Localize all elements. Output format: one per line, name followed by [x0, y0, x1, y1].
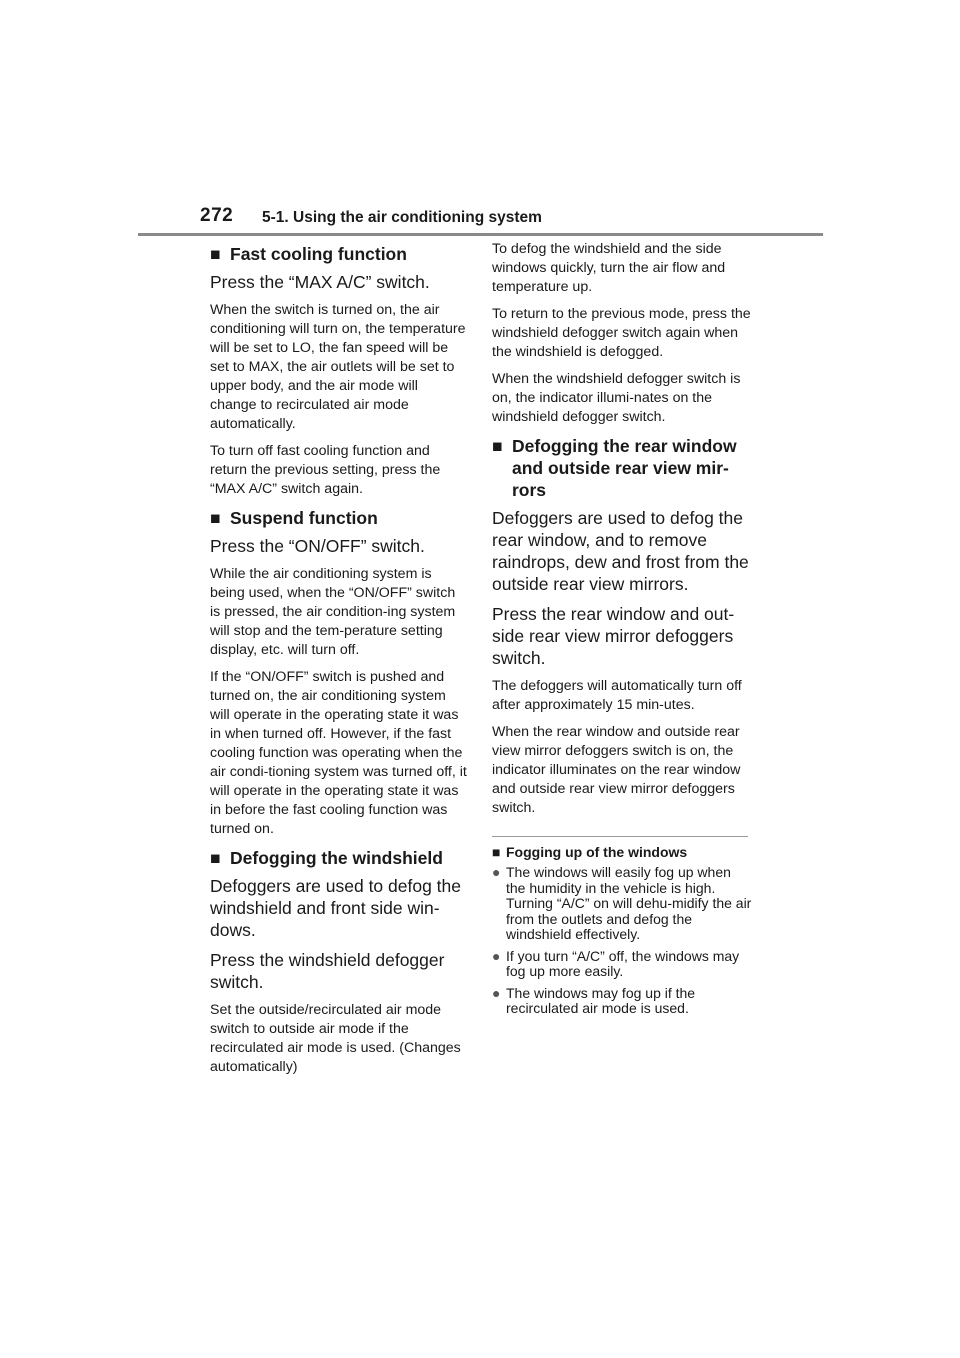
- left-column: [210, 240, 468, 1085]
- square-bullet-icon: ■: [210, 244, 221, 264]
- suspend-instruction: Press the “ON/OFF” switch.: [210, 536, 425, 556]
- square-bullet-icon: ■: [492, 844, 501, 860]
- heading-fast-cooling: ■ Fast cooling function: [210, 244, 407, 264]
- bullet-icon: ●: [492, 864, 501, 880]
- list-item: ● If you turn “A/C” off, the windows may fog up more easily.: [492, 947, 740, 979]
- suspend-paragraph-1: While the air conditioning system is being used, when the “ON/OFF” switch is pressed, the air condition-ing system will stop and the tem-perature setting display, etc. will turn off.: [210, 566, 456, 658]
- list-item: ● The windows may fog up if the recirculated air mode is used.: [492, 984, 696, 1016]
- note-heading: ■ Fogging up of the windows: [492, 844, 688, 860]
- bullet-icon: ●: [492, 947, 501, 964]
- square-bullet-icon: ■: [210, 508, 221, 528]
- fast-cooling-paragraph-1: When the switch is turned on, the air conditioning will turn on, the temperature will be set to LO, the fan speed will be set to MAX, the air outlets will be set to upper body, and the air mode will change to recirculated air mode automatically.: [210, 302, 466, 432]
- windshield-lead-2: Press the windshield defogger switch.: [210, 950, 445, 992]
- windshield-lead-1: Defoggers are used to defog the windshield and front side win-dows.: [210, 876, 462, 940]
- page-header: [200, 203, 825, 235]
- fast-cooling-paragraph-2: To turn off fast cooling function and return the previous setting, press the “MAX A/C” switch again.: [210, 443, 441, 497]
- bullet-icon: ●: [492, 984, 501, 1001]
- windshield-paragraph-2: To defog the windshield and the side windows quickly, turn the air flow and temperature up.: [492, 241, 726, 295]
- heading-suspend: ■ Suspend function: [210, 508, 378, 528]
- square-bullet-icon: ■: [210, 848, 221, 868]
- header-divider: [138, 233, 823, 236]
- heading-windshield: ■ Defogging the windshield: [210, 848, 443, 868]
- windshield-paragraph-3: To return to the previous mode, press the windshield defogger switch again when the windshield is defogged.: [492, 306, 751, 360]
- list-item: ● The windows will easily fog up when the humidity in the vehicle is high. Turning “A/C” on will dehu-midify the air from the outlets and defog the windshield effectively.: [492, 864, 752, 942]
- windshield-paragraph-1: Set the outside/recirculated air mode switch to outside air mode if the recirculated air mode is used. (Changes automatically): [210, 1002, 461, 1075]
- note-divider: [492, 836, 748, 837]
- fast-cooling-instruction: Press the “MAX A/C” switch.: [210, 272, 430, 292]
- right-column: [492, 240, 754, 1023]
- rear-lead-2: Press the rear window and out-side rear view mirror defoggers switch.: [492, 604, 735, 668]
- rear-paragraph-1: The defoggers will automatically turn off after approximately 15 min-utes.: [492, 678, 742, 713]
- heading-rear-window: ■ Defogging the rear window and outside rear view mir-rors: [492, 436, 737, 500]
- section-title: 5-1. Using the air conditioning system: [262, 209, 542, 226]
- rear-paragraph-2: When the rear window and outside rear view mirror defoggers switch is on, the indicator illuminates on the rear window and outside rear view mirror defoggers switch.: [492, 724, 741, 816]
- windshield-paragraph-4: When the windshield defogger switch is on, the indicator illumi-nates on the windshield defogger switch.: [492, 371, 741, 425]
- page-number: 272: [200, 205, 234, 226]
- rear-lead-1: Defoggers are used to defog the rear window, and to remove raindrops, dew and frost from the outside rear view mirrors.: [492, 508, 749, 594]
- suspend-paragraph-2: If the “ON/OFF” switch is pushed and turned on, the air conditioning system will operate in the operating state it was in when turned off. However, if the fast cooling function was operating when the air condi-tioning system was turned off, it will operate in the operating state it was in before the fast cooling function was turned on.: [210, 669, 467, 837]
- square-bullet-icon: ■: [492, 436, 503, 456]
